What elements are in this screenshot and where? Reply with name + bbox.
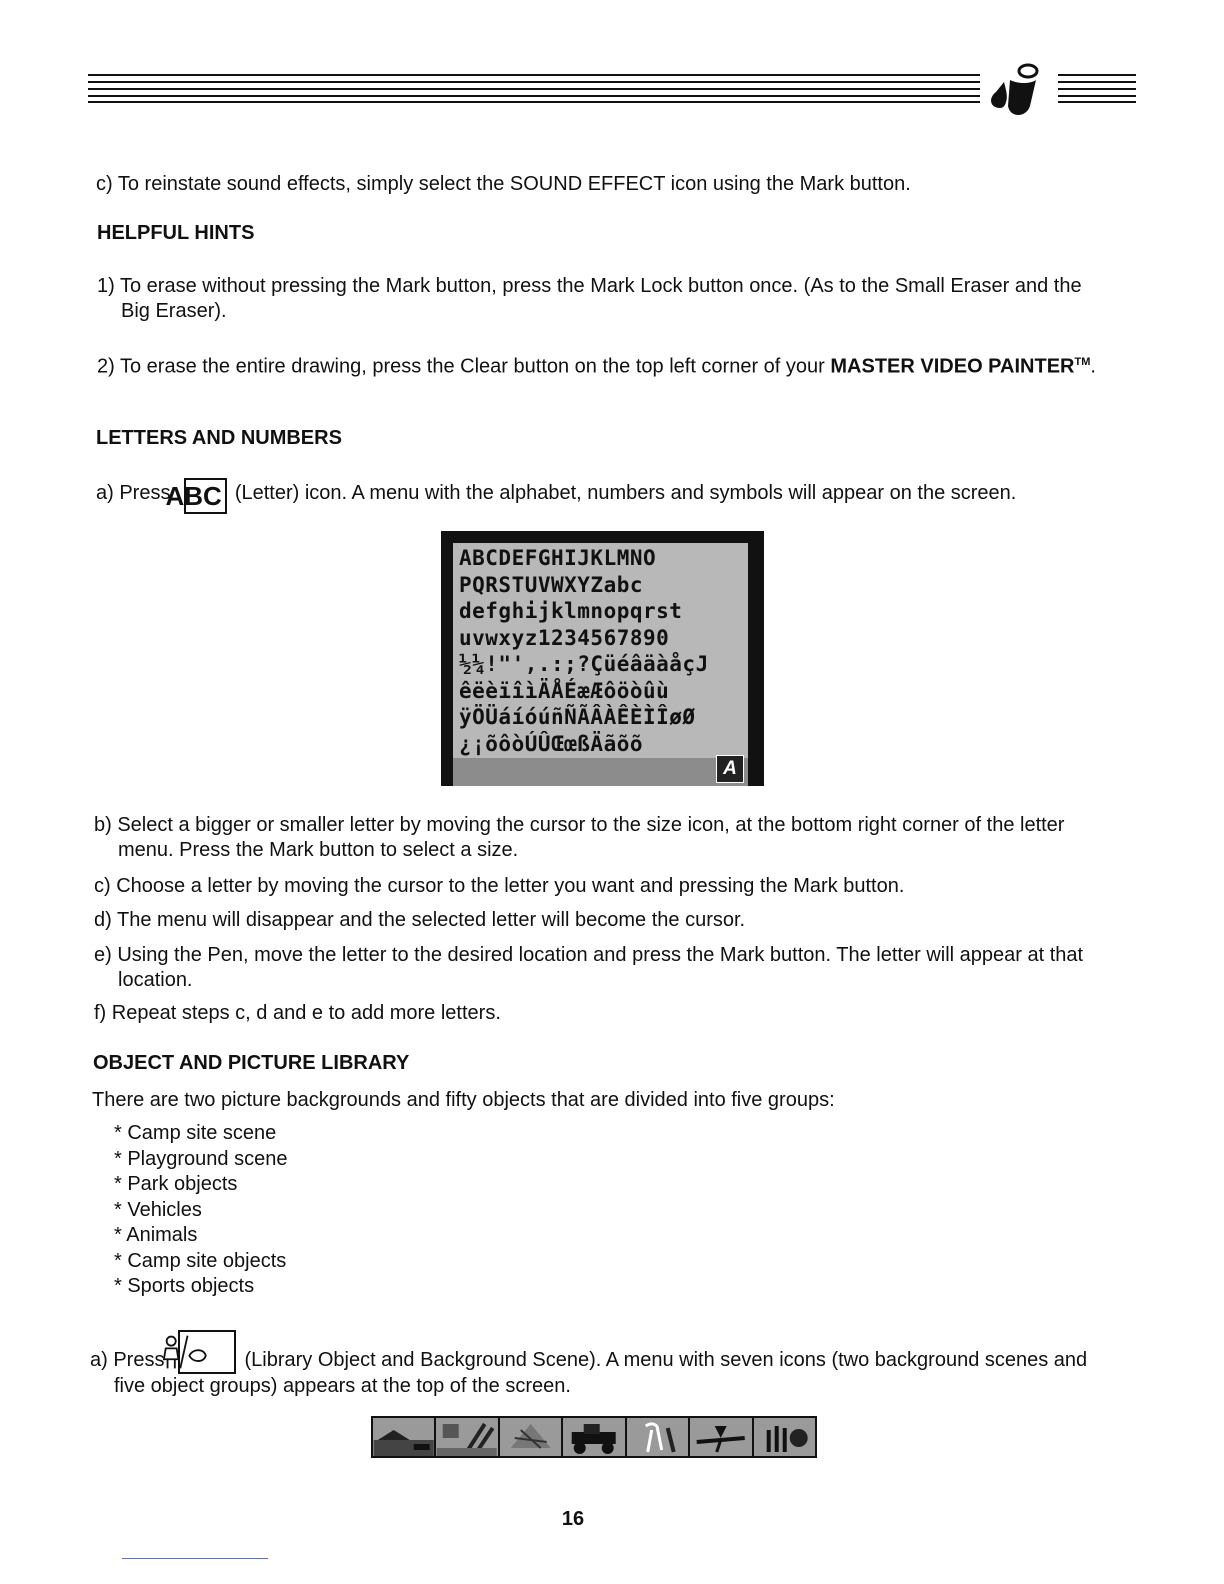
- letters-step-d: d) The menu will disappear and the selected letter will become the cursor.: [94, 909, 746, 931]
- page-number: 16: [561, 1508, 585, 1530]
- camp-site-objects-icon[interactable]: [690, 1418, 751, 1456]
- header-rule-right: [1058, 74, 1136, 102]
- letters-step-e: e) Using the Pen, move the letter to the desired location and press the Mark button. The letter will appear at that location.: [94, 944, 1084, 991]
- list-item: * Playground scene: [114, 1147, 288, 1170]
- library-intro: There are two picture backgrounds and fifty objects that are divided into five groups:: [92, 1089, 835, 1111]
- abc-letter-icon[interactable]: ABC: [184, 478, 226, 514]
- library-groups-list: [114, 1121, 287, 1300]
- list-item: * Park objects: [114, 1173, 238, 1195]
- header-rule-left: [88, 74, 980, 102]
- camp-site-scene-icon[interactable]: [373, 1418, 434, 1456]
- letter-menu-footer: [453, 758, 748, 786]
- letter-row[interactable]: ABCDEFGHIJKLMNO: [459, 546, 657, 570]
- sports-objects-icon[interactable]: [754, 1418, 815, 1456]
- vehicles-icon[interactable]: [563, 1418, 624, 1456]
- library-step-a: a) Press (Library Object and Background Scene). A menu with seven icons (two background scenes and five object groups) appears at the top of the screen.: [90, 1330, 1094, 1399]
- size-icon[interactable]: A: [716, 755, 744, 783]
- library-heading: OBJECT AND PICTURE LIBRARY: [93, 1052, 410, 1074]
- letter-row[interactable]: uvwxyz1234567890: [459, 625, 670, 650]
- library-object-icon[interactable]: [178, 1330, 236, 1374]
- letters-step-a: a) PressABC (Letter) icon. A menu with the alphabet, numbers and symbols will appear on the screen.: [96, 478, 1100, 514]
- letter-row[interactable]: ¿¡õôòÚÛŒœßÄãõõ: [459, 731, 644, 756]
- playground-scene-icon[interactable]: [436, 1418, 497, 1456]
- list-item: * Camp site objects: [114, 1249, 287, 1272]
- letter-row[interactable]: ½¼!"',.:;?ÇüéâäàåçJ: [459, 652, 709, 676]
- animals-icon[interactable]: [627, 1418, 688, 1456]
- hint-2: 2) To erase the entire drawing, press the Clear button on the top left corner of your MASTER VIDEO PAINTER™.: [97, 355, 1096, 378]
- letter-menu: [441, 531, 764, 786]
- helpful-hints-heading: HELPFUL HINTS: [97, 222, 255, 244]
- letter-row[interactable]: PQRSTUVWXYZabc: [459, 572, 644, 597]
- list-item: * Vehicles: [114, 1198, 202, 1221]
- sound-effect-step: c) To reinstate sound effects, simply select the SOUND EFFECT icon using the Mark button.: [96, 173, 911, 195]
- letter-grid[interactable]: [453, 543, 748, 759]
- drop-logo-icon: [984, 60, 1054, 118]
- footer-rule: [122, 1558, 268, 1559]
- letters-heading: LETTERS AND NUMBERS: [96, 427, 342, 449]
- list-item: * Sports objects: [114, 1275, 255, 1297]
- list-item: * Camp site scene: [114, 1122, 277, 1144]
- letters-step-c: c) Choose a letter by moving the cursor to the letter you want and pressing the Mark button.: [94, 875, 905, 897]
- letter-row[interactable]: defghijklmnopqrst: [459, 599, 683, 623]
- letters-step-f: f) Repeat steps c, d and e to add more letters.: [94, 1002, 501, 1024]
- letter-row[interactable]: êëèïîìÄÅÉæÆôöòûù: [459, 678, 670, 703]
- letters-step-b: b) Select a bigger or smaller letter by moving the cursor to the size icon, at the bottom right corner of the letter menu. Press the Mark button to select a size.: [94, 814, 1065, 861]
- list-item: * Animals: [114, 1224, 198, 1246]
- library-menu-strip: [371, 1416, 817, 1458]
- letter-row[interactable]: ÿÖÜáíóúñÑÃÂÀÊÈÌÎøØ: [459, 705, 696, 729]
- hint-1: 1) To erase without pressing the Mark button, press the Mark Lock button once. (As to the Small Eraser and the Big Eraser).: [97, 275, 1082, 322]
- park-objects-icon[interactable]: [500, 1418, 561, 1456]
